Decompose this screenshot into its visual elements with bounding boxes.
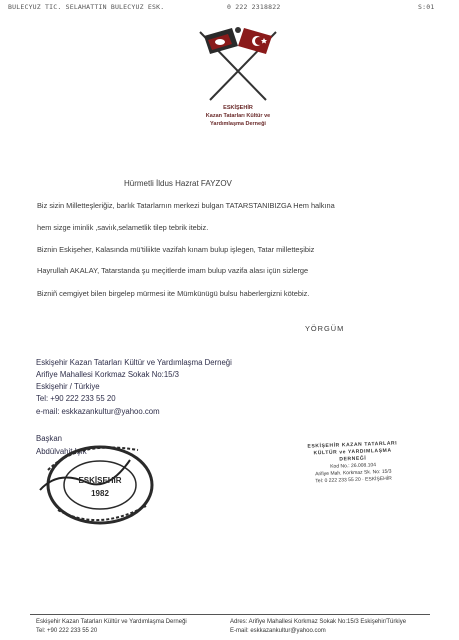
stamp-line-1: ESKİŞEHİR KAZAN TATARLARI [307, 440, 398, 450]
seal-center-text: ESKİŞEHİR [78, 476, 122, 485]
fax-phone: 0 222 2318822 [227, 3, 281, 11]
crossed-flags-logo [188, 24, 288, 104]
body-line-4: Hayrullah AKALAY, Tatarstanda şu meçitlerde imam bulup vazifa alası içün sizlerge [37, 266, 309, 275]
contact-phone: Tel: +90 222 233 55 20 [36, 394, 116, 403]
footer-left-line2: Tel: +90 222 233 55 20 [36, 628, 98, 634]
footer-right-line1: Adres: Arifiye Mahallesi Korkmaz Sokak No:15/3 Eskişehir/Türkiye [230, 619, 407, 625]
stamp-line-6: Tel: 0 222 233 55 20 · ESKİŞEHİR [315, 475, 392, 485]
body-line-5: Bizniñ cemgiyet bilen birgelep mürmesi ite Mümkünügü bulsu haberlergizni kötebiz. [37, 289, 310, 298]
stamp-line-2: KÜLTÜR ve YARDIMLAŞMA [313, 447, 392, 457]
org-name-line1: ESKİŞEHİR [223, 105, 253, 111]
body-line-2: hem sizge iminlik ,saviık,selametlik tilep tebrik itebiz. [37, 223, 209, 232]
footer-left-line1: Eskişehir Kazan Tatarları Kültür ve Yardımlaşma Derneği [36, 619, 187, 625]
stamp-line-5: Arifiye Mah. Korkmaz Sk. No: 15/3 [315, 468, 392, 478]
salutation: Hürmetli İldus Hazrat FAYZOV [124, 179, 232, 188]
org-name-line2: Kazan Tatarları Kültür ve [205, 113, 271, 119]
closing: YÖRGÜM [305, 324, 345, 333]
signatory-title: Başkan [36, 434, 63, 443]
round-seal [38, 440, 168, 526]
footer-rule [30, 614, 430, 615]
org-name-line3: Yardımlaşma Derneği [210, 121, 266, 127]
signatory-name: Abdülvahit Işık [36, 447, 87, 456]
fax-sender: BULECYUZ TIC. SELAHATTIN BULECYUZ ESK. [8, 3, 165, 11]
rect-stamp [287, 440, 418, 487]
body-line-1: Biz sizin Milletteşleriğiz, barlık Tatarlarnın merkezi bulgan TATARSTANIBIZGA Hem halkına [37, 201, 335, 210]
body-line-3: Biznin Eskişeher, Kalasında mü'tiliikte vazifah kınam bulup işlegen, Tatar milletteşibiz [37, 245, 315, 254]
fax-page: S:01 [418, 3, 435, 11]
footer-right-line2[interactable]: E-mail: eskkazankultur@yahoo.com [230, 628, 326, 634]
contact-org: Eskişehir Kazan Tatarları Kültür ve Yardımlaşma Derneği [36, 358, 232, 367]
contact-city: Eskişehir / Türkiye [36, 382, 100, 391]
stamp-line-4: Kod No.: 26.008.104 [330, 462, 377, 470]
contact-address: Arifiye Mahallesi Korkmaz Sokak No:15/3 [36, 370, 180, 379]
stamp-line-3: DERNEĞİ [339, 455, 367, 463]
contact-email[interactable]: e-mail: eskkazankultur@yahoo.com [36, 407, 160, 416]
seal-year-text: 1982 [91, 489, 109, 498]
